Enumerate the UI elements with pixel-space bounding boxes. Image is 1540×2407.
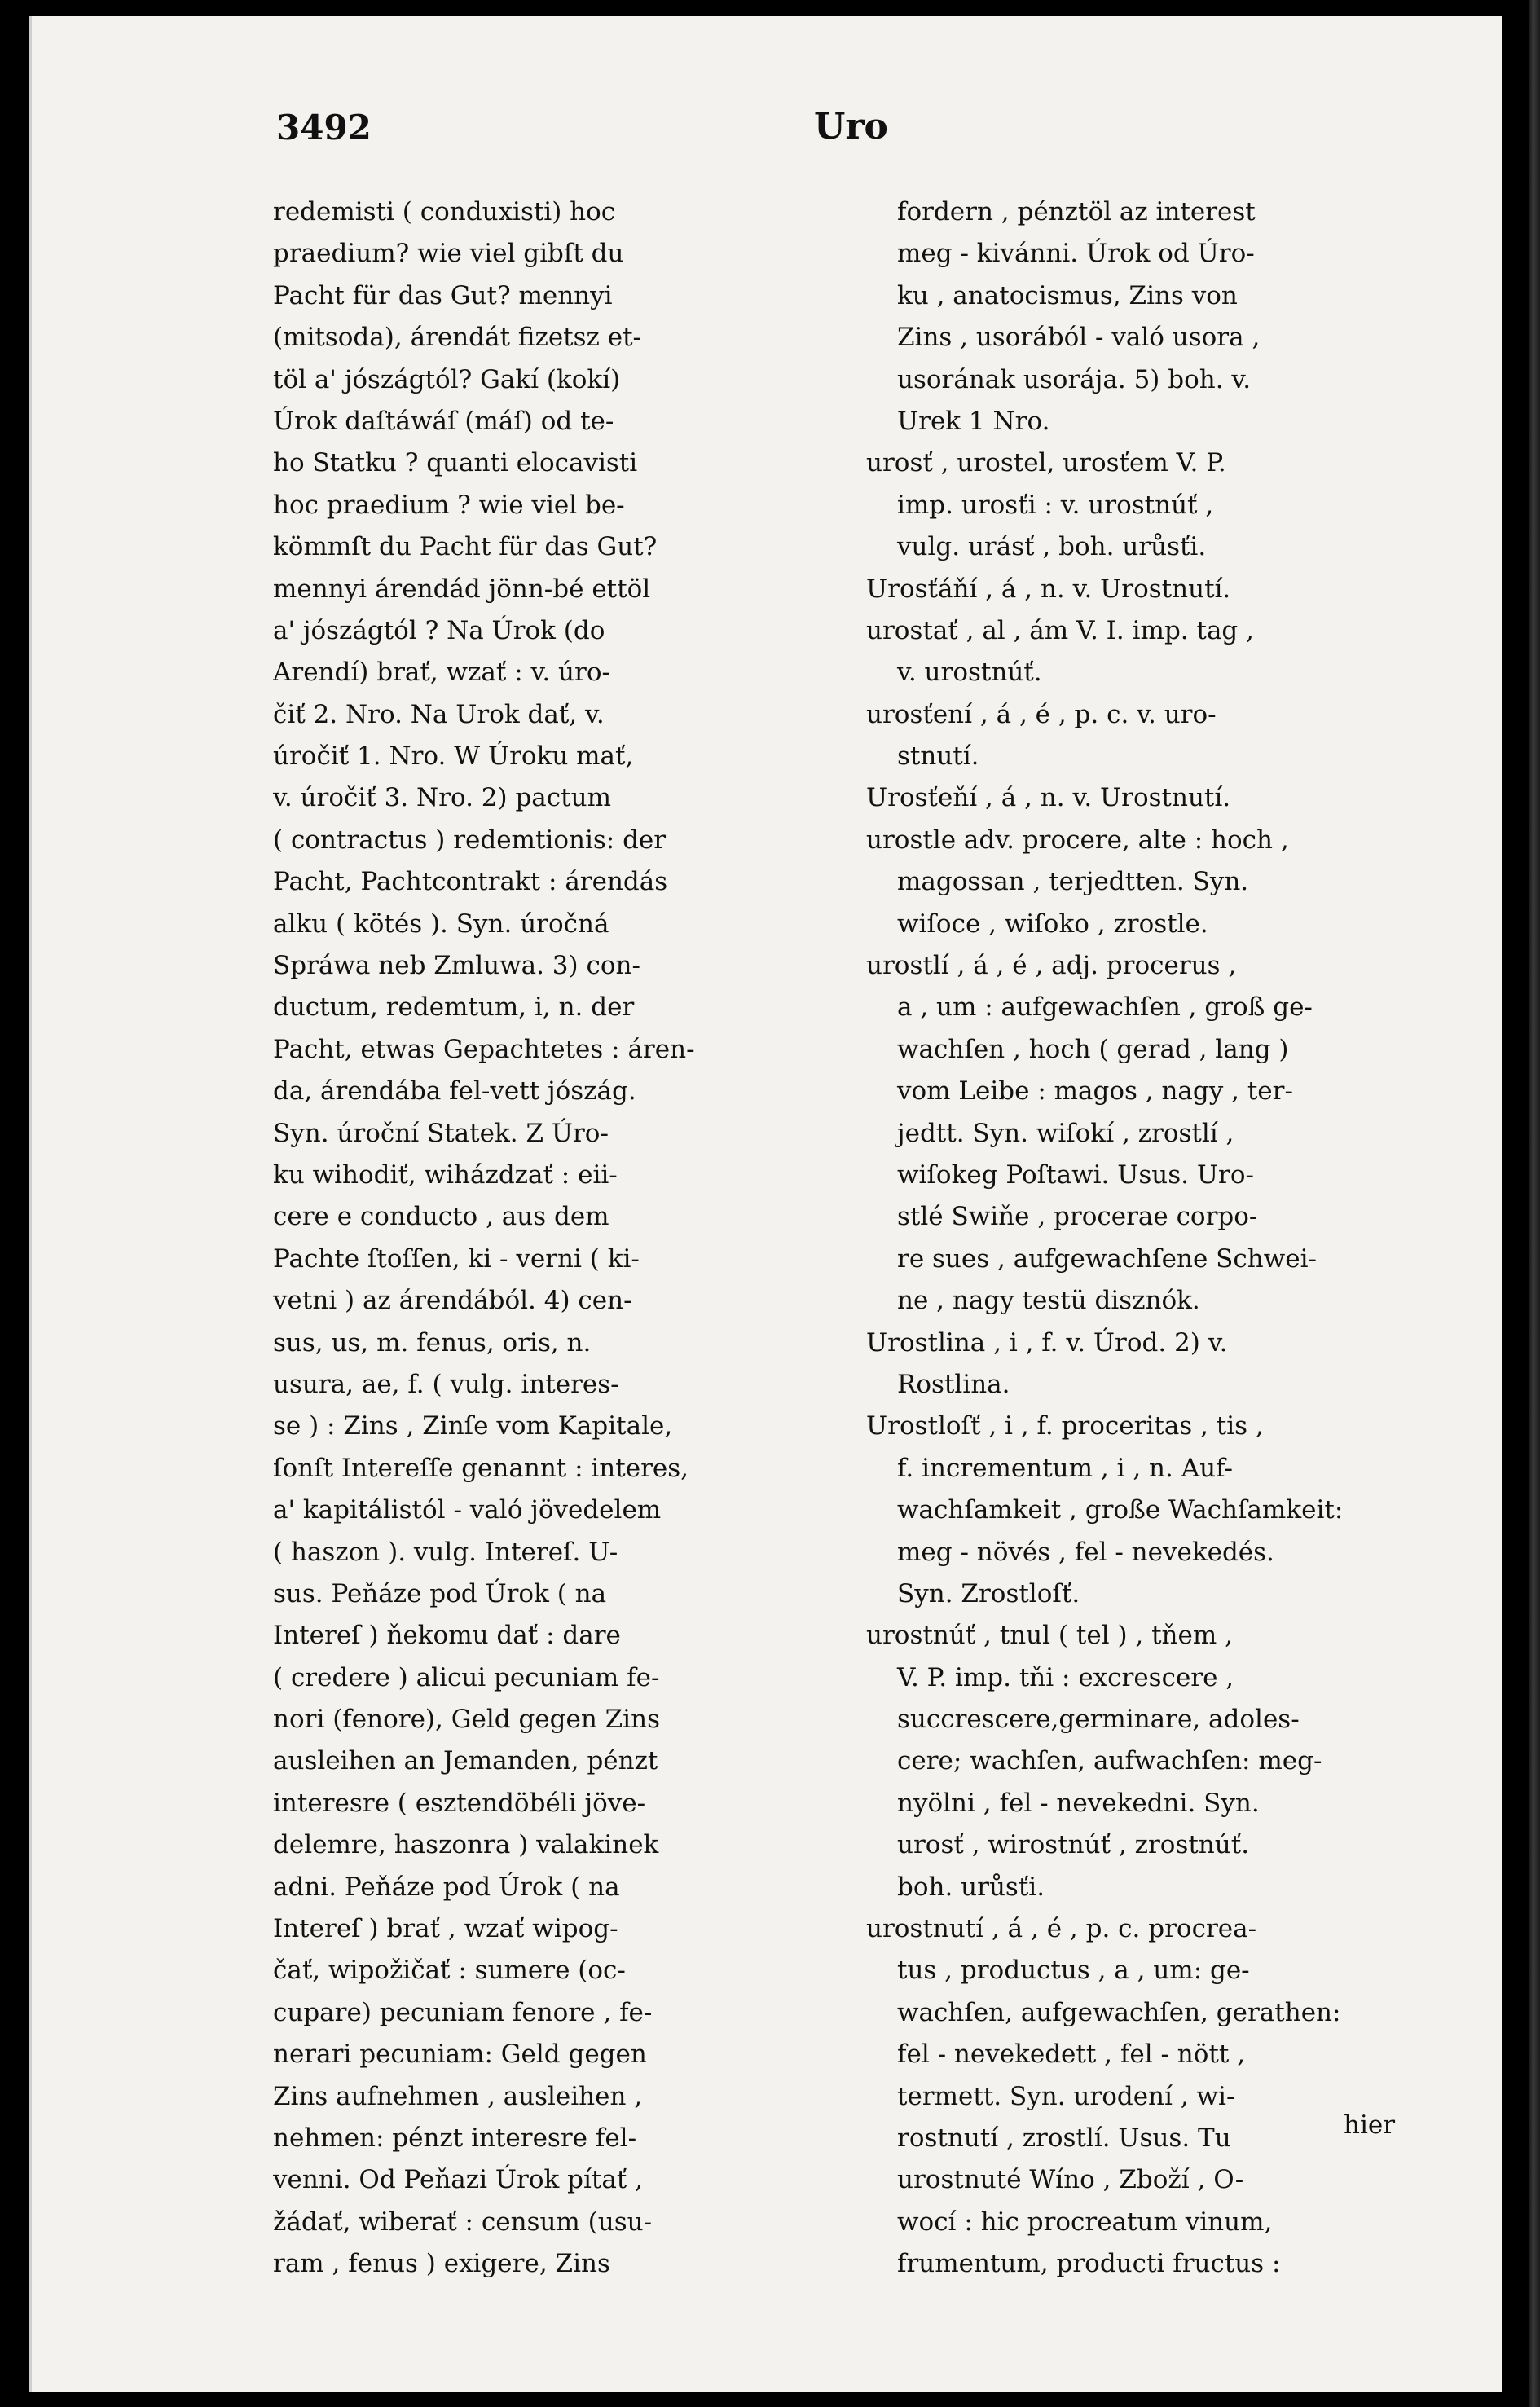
catchword: hier xyxy=(1344,2110,1396,2140)
text-line: V. P. imp. tňi : excrescere , xyxy=(897,1662,1234,1692)
text-line: interesre ( esztendöbéli jöve- xyxy=(273,1788,646,1818)
text-line: alku ( kötés ). Syn. úročná xyxy=(273,909,609,939)
text-line: fel - nevekedett , fel - nött , xyxy=(897,2040,1246,2070)
text-line: a , um : aufgewachſen , groß ge- xyxy=(897,992,1313,1023)
text-line: usura, ae, f. ( vulg. interes- xyxy=(273,1369,619,1399)
text-line: nehmen: pénzt interesre fel- xyxy=(273,2123,637,2153)
text-line: stnutí. xyxy=(897,741,979,772)
text-line: Arendí) brať, wzať : v. úro- xyxy=(273,658,610,688)
text-line: termett. Syn. urodení , wi- xyxy=(897,2081,1235,2111)
text-line: ductum, redemtum, i, n. der xyxy=(273,992,635,1023)
text-line: da, árendába fel-vett jószág. xyxy=(273,1076,636,1107)
text-line: fordern , pénztöl az interest xyxy=(897,197,1256,227)
text-line: adni. Peňáze pod Úrok ( na xyxy=(273,1872,620,1902)
text-line: urostnutí , á , é , p. c. procrea- xyxy=(866,1914,1257,1944)
text-line: Pacht, etwas Gepachtetes : áren- xyxy=(273,1034,695,1064)
text-line: Pacht für das Gut? mennyi xyxy=(273,280,613,310)
text-line: a' kapitálistól - való jövedelem xyxy=(273,1495,662,1525)
text-line: wachſen , hoch ( gerad , lang ) xyxy=(897,1034,1289,1064)
text-line: Intereſ ) brať , wzať wipog- xyxy=(273,1914,618,1944)
text-line: čať, wipožičať : sumere (oc- xyxy=(273,1956,626,1986)
scan-edge xyxy=(1529,0,1540,2407)
text-line: ( credere ) alicui pecuniam fe- xyxy=(273,1662,660,1692)
page-header xyxy=(32,98,1502,155)
text-line: cupare) pecuniam fenore , fe- xyxy=(273,1997,653,2027)
text-line: redemisti ( conduxisti) hoc xyxy=(273,197,616,227)
text-line: wiſokeg Poſtawi. Usus. Uro- xyxy=(897,1159,1254,1190)
text-line: kömmſt du Pacht für das Gut? xyxy=(273,532,658,562)
text-line: delemre, haszonra ) valakinek xyxy=(273,1830,659,1860)
text-line: čiť 2. Nro. Na Urok dať, v. xyxy=(273,699,605,729)
text-line: imp. urosťi : v. urostnúť , xyxy=(897,490,1214,520)
text-line: Urostlina , i , f. v. Úrod. 2) v. xyxy=(866,1327,1228,1358)
text-line: Pacht, Pachtcontrakt : árendás xyxy=(273,867,668,897)
text-line: stlé Swiňe , procerae corpo- xyxy=(897,1202,1258,1232)
book-page xyxy=(29,16,1502,2392)
left-column xyxy=(273,191,843,2286)
text-line: sus, us, m. fenus, oris, n. xyxy=(273,1327,592,1358)
text-line: Urosťáňí , á , n. v. Urostnutí. xyxy=(866,574,1231,604)
text-line: urostnuté Wíno , Zboží , O- xyxy=(897,2165,1244,2195)
text-line: Zins aufnehmen , ausleihen , xyxy=(273,2081,643,2111)
text-line: wachſamkeit , große Wachſamkeit: xyxy=(897,1495,1344,1525)
right-column xyxy=(866,191,1437,2286)
text-line: a' jószágtól ? Na Úrok (do xyxy=(273,615,605,645)
text-line: ſonſt Intereſſe genannt : interes, xyxy=(273,1453,689,1483)
text-line: Úrok daſtáwáſ (máſ) od te- xyxy=(273,406,614,436)
text-line: urostle adv. procere, alte : hoch , xyxy=(866,825,1289,855)
text-line: cere; wachſen, aufwachſen: meg- xyxy=(897,1746,1322,1776)
text-line: v. urostnúť. xyxy=(897,658,1042,688)
text-line: f. incrementum , i , n. Auf- xyxy=(897,1453,1233,1483)
text-line: nyölni , fel - nevekedni. Syn. xyxy=(897,1788,1260,1818)
text-line: urostnúť , tnul ( tel ) , tňem , xyxy=(866,1621,1233,1651)
text-line: ku wihodiť, wiházdzať : eii- xyxy=(273,1159,618,1190)
text-line: Pachte ſtoſſen, ki - verni ( ki- xyxy=(273,1243,640,1274)
text-line: Spráwa neb Zmluwa. 3) con- xyxy=(273,951,640,981)
text-line: urosťení , á , é , p. c. v. uro- xyxy=(866,699,1217,729)
text-line: Syn. Zrostloſť. xyxy=(897,1578,1080,1608)
text-line: Rostlina. xyxy=(897,1369,1010,1399)
text-line: wocí : hic procreatum vinum, xyxy=(897,2207,1273,2237)
text-line: ausleihen an Jemanden, pénzt xyxy=(273,1746,658,1776)
text-line: rostnutí , zrostlí. Usus. Tu xyxy=(897,2123,1231,2153)
text-line: hoc praedium ? wie viel be- xyxy=(273,490,625,520)
text-line: Urosťeňí , á , n. v. Urostnutí. xyxy=(866,783,1231,813)
text-line: Intereſ ) ňekomu dať : dare xyxy=(273,1621,621,1651)
text-line: vom Leibe : magos , nagy , ter- xyxy=(897,1076,1293,1107)
text-line: sus. Peňáze pod Úrok ( na xyxy=(273,1578,607,1608)
text-line: frumentum, producti fructus : xyxy=(897,2249,1281,2279)
text-line: cere e conducto , aus dem xyxy=(273,1202,609,1232)
text-line: Syn. úroční Statek. Z Úro- xyxy=(273,1118,609,1148)
text-line: (mitsoda), árendát fizetsz et- xyxy=(273,323,641,353)
text-line: ho Statku ? quanti elocavisti xyxy=(273,448,638,478)
text-line: ram , fenus ) exigere, Zins xyxy=(273,2249,610,2279)
page-number: 3492 xyxy=(276,108,372,147)
text-line: venni. Od Peňazi Úrok pítať , xyxy=(273,2165,643,2195)
text-line: urostlí , á , é , adj. procerus , xyxy=(866,951,1237,981)
text-line: urosť , wirostnúť , zrostnúť. xyxy=(897,1830,1250,1860)
text-line: vulg. urásť , boh. urůsťi. xyxy=(897,532,1207,562)
text-line: wiſoce , wiſoko , zrostle. xyxy=(897,909,1208,939)
text-line: urosť , urostel, urosťem V. P. xyxy=(866,448,1226,478)
text-line: re sues , aufgewachſene Schwei- xyxy=(897,1243,1317,1274)
text-line: succrescere,germinare, adoles- xyxy=(897,1705,1300,1735)
text-line: wachſen, aufgewachſen, gerathen: xyxy=(897,1997,1341,2027)
text-line: jedtt. Syn. wiſokí , zrostlí , xyxy=(897,1118,1234,1148)
text-line: žádať, wiberať : censum (usu- xyxy=(273,2207,653,2237)
text-line: v. úročiť 3. Nro. 2) pactum xyxy=(273,783,611,813)
text-line: urostať , al , ám V. I. imp. tag , xyxy=(866,615,1254,645)
text-line: nerari pecuniam: Geld gegen xyxy=(273,2040,647,2070)
text-line: boh. urůsťi. xyxy=(897,1872,1045,1902)
text-line: ne , nagy testü disznók. xyxy=(897,1286,1200,1316)
text-line: Urostloſť , i , f. proceritas , tis , xyxy=(866,1411,1264,1441)
text-line: meg - kivánni. Úrok od Úro- xyxy=(897,239,1255,269)
text-line: Zins , usorából - való usora , xyxy=(897,323,1261,353)
text-line: magossan , terjedtten. Syn. xyxy=(897,867,1249,897)
text-line: ( contractus ) redemtionis: der xyxy=(273,825,667,855)
text-line: usorának usorája. 5) boh. v. xyxy=(897,364,1252,394)
text-line: ku , anatocismus, Zins von xyxy=(897,280,1238,310)
text-line: praedium? wie viel gibſt du xyxy=(273,239,624,269)
text-line: vetni ) az árendából. 4) cen- xyxy=(273,1286,632,1316)
text-line: töl a' jószágtól? Gakí (kokí) xyxy=(273,364,621,394)
text-line: Urek 1 Nro. xyxy=(897,406,1050,436)
text-line: se ) : Zins , Zinſe vom Kapitale, xyxy=(273,1411,673,1441)
text-line: nori (fenore), Geld gegen Zins xyxy=(273,1705,660,1735)
text-line: meg - növés , fel - nevekedés. xyxy=(897,1537,1274,1567)
text-line: úročiť 1. Nro. W Úroku mať, xyxy=(273,741,634,772)
running-head: Uro xyxy=(814,106,888,147)
text-line: mennyi árendád jönn-bé ettöl xyxy=(273,574,651,604)
text-line: tus , productus , a , um: ge- xyxy=(897,1956,1250,1986)
text-line: ( haszon ). vulg. Intereſ. U- xyxy=(273,1537,618,1567)
